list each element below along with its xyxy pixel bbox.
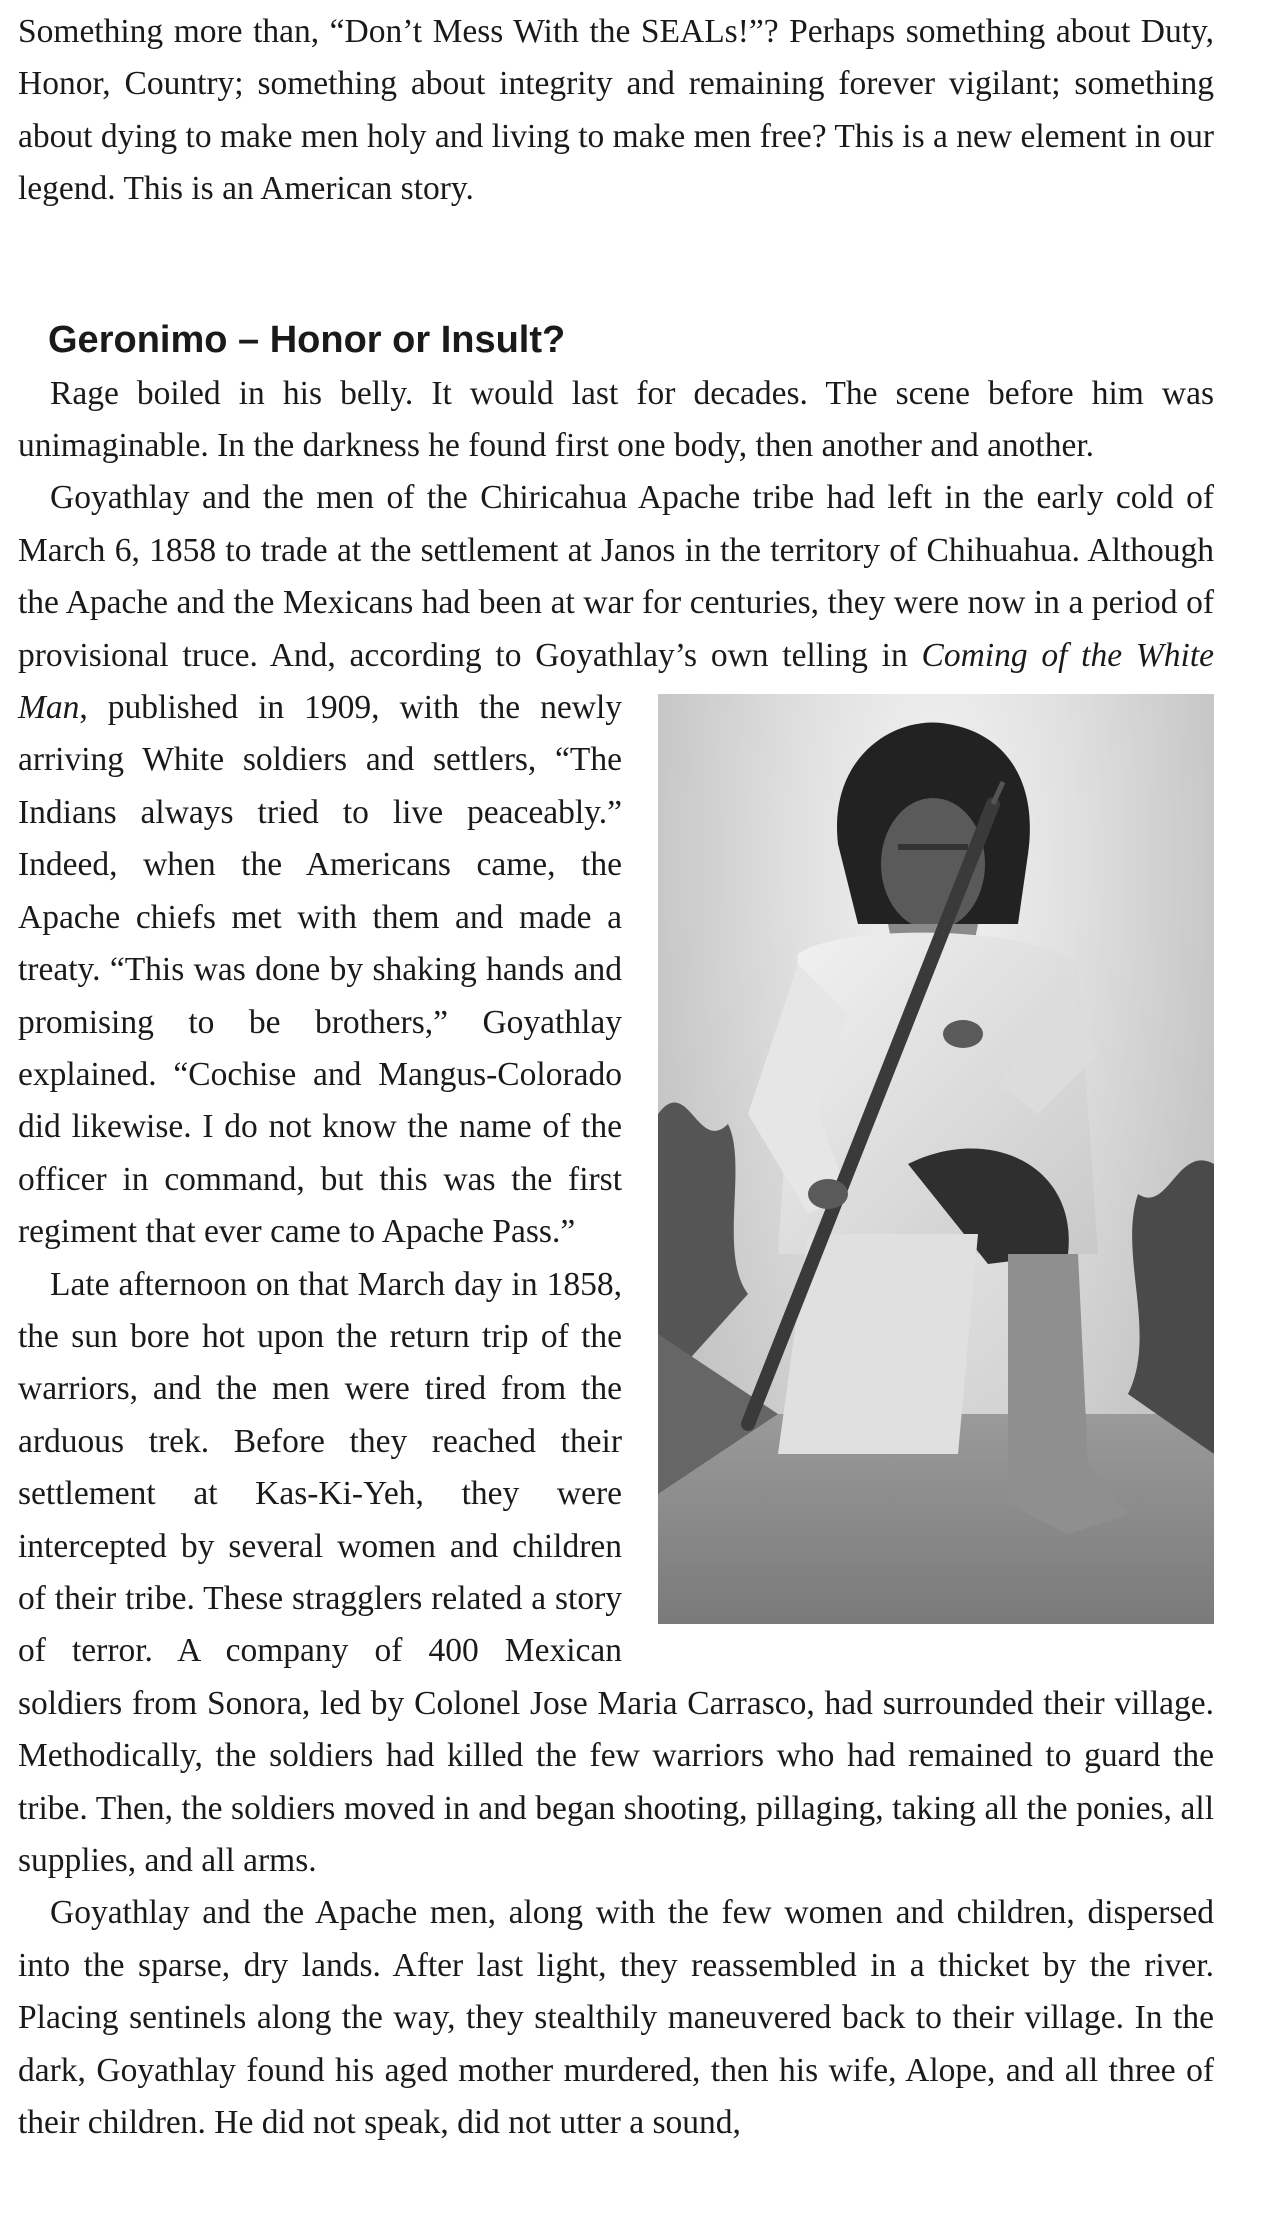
paragraph-rage: Rage boiled in his belly. It would last for decades. The scene before him was unimaginable. In the darkness he found first one body, then another and another. <box>18 374 1214 465</box>
paragraph-late-afternoon: Late afternoon on that March day in 1858, the sun bore hot upon the return trip of the warriors, and the men were tired from the arduous trek. Before they reached their settlement at Kas-Ki-Yeh, they were intercepted by several women and children of their tribe. These stragglers related a story of terror. A company of 400 Mexican soldiers from Sonora, led by Colonel Jose Maria Carrasco, had surrounded their village. Methodically, the soldiers had killed the few warriors who had remained to guard the tribe. Then, the soldiers moved in and began shooting, pillaging, taking all the ponies, all supplies, and all arms. <box>18 1265 1214 1879</box>
book-title: Coming of the White Man <box>18 636 1214 727</box>
paragraph-text-mid: , published in 1909, with the <box>79 689 521 727</box>
intro-paragraph: Something more than, “Don’t Mess With the SEALs!”? Perhaps something about Duty, Honor, Country; something about integrity and remaining forever vigilant; something about dying to make men holy and living to make men free? This is a new element in our legend. This is an American story. <box>18 13 1214 208</box>
geronimo-photograph <box>658 694 1214 1624</box>
paragraph-text-start: Goyathlay and the men of the Chiricahua Apache tribe had left in the early cold of March 6, 1858 to trade at the settlement at Janos in the territory of Chihuahua. Although the Apache and the Mexicans had been at war for centuries, they were now in a period of provisional truce. And, according to Goyathlay’s own telling in <box>18 479 1214 674</box>
paragraph-goyathlay-trade <box>18 472 1214 1258</box>
paragraph-dispersed: Goyathlay and the Apache men, along with the few women and children, dispersed into the sparse, dry lands. After last light, they reassembled in a thicket by the river. Placing sentinels along the way, they stealthily maneuvered back to their village. In the dark, Goyathlay found his aged mother murdered, then his wife, Alope, and all three of their children. He did not speak, did not utter a sound, <box>18 1894 1214 2142</box>
document-page <box>18 6 1214 2149</box>
paragraph-text-continued: newly arriving White soldiers and settlers, “The Indians always tried to live peaceably.” Indeed, when the Americans came, the Apache chiefs met with them and made a treaty. “This was done by shaking hands and promising to be brothers,” Goyathlay explained. “Cochise and Mangus-Colorado did likewise. I do not know the name of the officer in command, but this was the first regiment that ever came to Apache Pass.” <box>18 689 623 1251</box>
section-heading: Geronimo – Honor or Insult? <box>48 318 566 361</box>
